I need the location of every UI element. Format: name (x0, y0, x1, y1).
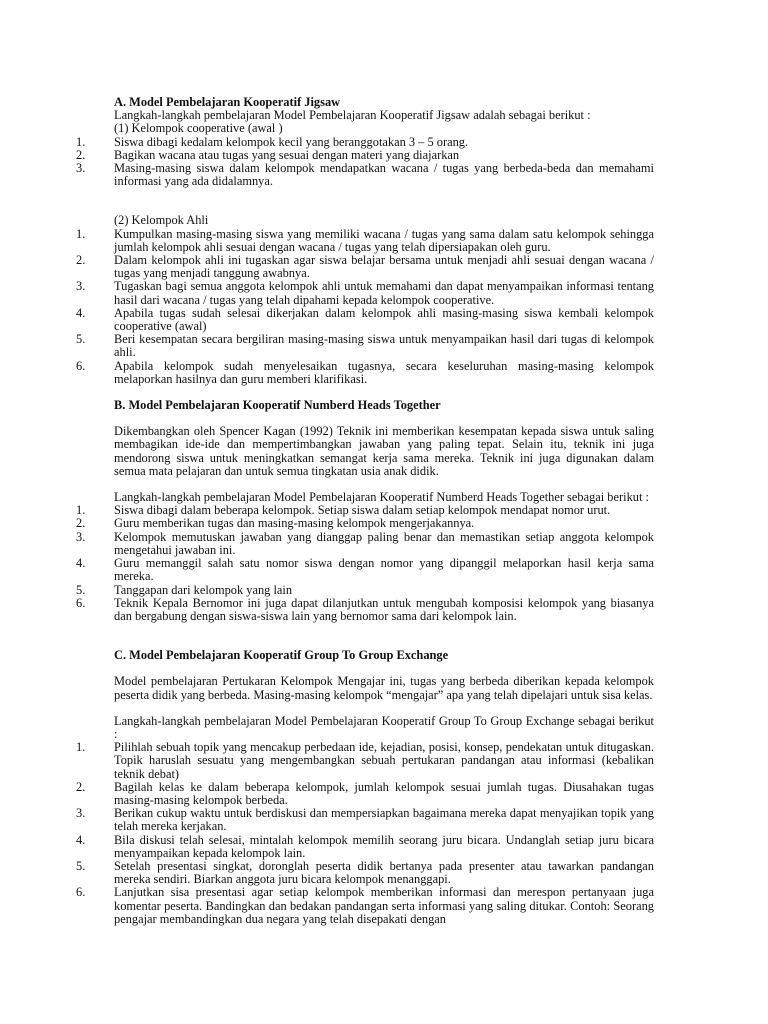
list-item (0, 860, 654, 886)
section-b-paragraph: Dikembangkan oleh Spencer Kagan (1992) Teknik ini memberikan kesempatan kepada siswa untuk saling membagikan ide-ide dan mempertimbangkan jawaban yang paling tepat. Selain itu, teknik ini juga mendorong siswa untuk meningkatkan semangat kerja sama mereka. Teknik ini juga digunakan dalam semua mata pelajaran dan untuk semua tingkatan usia anak didik. (114, 424, 654, 478)
section-a-group2-list (0, 228, 768, 386)
list-item (0, 307, 654, 333)
document-body (0, 96, 768, 926)
list-item-text: Tanggapan dari kelompok yang lain (114, 582, 293, 597)
list-item-number: 6. (76, 358, 86, 373)
list-item (0, 228, 654, 254)
list-item-number: 2. (76, 253, 86, 268)
section-b-heading: B. Model Pembelajaran Kooperatif Numberd Heads Together (114, 398, 441, 413)
list-item-number: 5. (76, 582, 86, 597)
section-c-intro: Langkah-langkah pembelajaran Model Pembelajaran Kooperatif Group To Group Exchange sebagai berikut : (114, 713, 654, 741)
list-item-text: Masing-masing siswa dalam kelompok mendapatkan wacana / tugas yang berbeda-beda dan memahami informasi yang ada didalamnya. (114, 161, 654, 189)
list-item (0, 531, 654, 557)
list-item (0, 807, 654, 833)
list-item-number: 1. (76, 134, 86, 149)
list-item (0, 333, 654, 359)
list-item-text: Teknik Kepala Bernomor ini juga dapat dilanjutkan untuk mengubah komposisi kelompok yang biasanya dan bergabung dengan siswa-siswa lain yang bernomor sama dari kelompok lain. (114, 595, 654, 623)
section-a-group2-title: (2) Kelompok Ahli (114, 213, 209, 228)
list-item-number: 3. (76, 161, 86, 176)
section-c-paragraph: Model pembelajaran Pertukaran Kelompok Mengajar ini, tugas yang berbeda diberikan kepada kelompok peserta didik yang berbeda. Masing-masing kelompok “mengajar” apa yang telah dipelajari untuk sisa kelas. (114, 674, 654, 702)
list-item-text: Pilihlah sebuah topik yang mencakup perbedaan ide, kejadian, posisi, konsep, pendekatan untuk ditugaskan. Topik haruslah sesuatu yang mengembangkan sebuah pertukaran pandangan atau informasi (kebalikan teknik debat) (114, 740, 654, 781)
list-item-number: 3. (76, 806, 86, 821)
list-item-text: Kumpulkan masing-masing siswa yang memiliki wacana / tugas yang sama dalam satu kelompok sehingga jumlah kelompok ahli sesuai dengan wacana / tugas yang telah dipersiapakan oleh guru. (114, 226, 654, 254)
list-item-number: 2. (76, 779, 86, 794)
list-item (0, 280, 654, 306)
list-item-text: Bagilah kelas ke dalam beberapa kelompok, jumlah kelompok sesuai jumlah tugas. Diusahakan tugas masing-masing kelompok berbeda. (114, 779, 654, 807)
section-a-intro: Langkah-langkah pembelajaran Model Pembelajaran Kooperatif Jigsaw adalah sebagai berikut : (114, 108, 591, 123)
list-item (0, 597, 654, 623)
list-item (0, 886, 654, 926)
list-item-text: Siswa dibagi dalam beberapa kelompok. Setiap siswa dalam setiap kelompok mendapat nomor urut. (114, 503, 611, 518)
section-a-group1-list (0, 136, 768, 189)
list-item-number: 4. (76, 305, 86, 320)
list-item (0, 834, 654, 860)
section-b-intro: Langkah-langkah pembelajaran Model Pembelajaran Kooperatif Numberd Heads Together sebagai berikut : (114, 490, 649, 505)
list-item (0, 781, 654, 807)
section-c-heading: C. Model Pembelajaran Kooperatif Group To Group Exchange (114, 648, 449, 663)
list-item-number: 3. (76, 279, 86, 294)
list-item (0, 136, 654, 149)
list-item-number: 1. (76, 740, 86, 755)
list-item (0, 360, 654, 386)
list-item-text: Bagikan wacana atau tugas yang sesuai dengan materi yang diajarkan (114, 147, 460, 162)
list-item-text: Lanjutkan sisa presentasi agar setiap kelompok memberikan informasi dan merespon pertanyaan juga komentar peserta. Bandingkan dan bedakan pandangan serta informasi yang saling ditukar. Contoh: Seorang pengajar membandingkan dua negara yang telah disepakati dengan (114, 885, 654, 926)
section-b-list (0, 504, 768, 623)
section-c-list (0, 741, 768, 926)
list-item (0, 741, 654, 781)
list-item-text: Tugaskan bagi semua anggota kelompok ahli untuk memahami dan dapat menyampaikan informasi tentang hasil dari wacana / tugas yang telah dipahami kepada kelompok cooperative. (114, 279, 654, 307)
list-item-number: 4. (76, 832, 86, 847)
list-item (0, 162, 654, 188)
list-item-number: 6. (76, 595, 86, 610)
list-item-number: 1. (76, 226, 86, 241)
list-item-number: 5. (76, 332, 86, 347)
list-item-number: 2. (76, 147, 86, 162)
list-item-text: Dalam kelompok ahli ini tugaskan agar siswa belajar bersama untuk menjadi ahli sesuai dengan wacana / tugas yang menjadi tanggung awabnya. (114, 253, 654, 281)
list-item-number: 3. (76, 529, 86, 544)
list-item-text: Berikan cukup waktu untuk berdiskusi dan mempersiapkan bagaimana mereka dapat menyajikan topik yang telah mereka kerjakan. (114, 806, 654, 834)
list-item-text: Setelah presentasi singkat, doronglah peserta didik bertanya pada presenter atau tawarkan pandangan mereka sendiri. Biarkan anggota juru bicara kelompok menanggapi. (114, 858, 654, 887)
list-item-number: 6. (76, 885, 86, 900)
list-item-number: 5. (76, 858, 86, 873)
list-item-text: Siswa dibagi kedalam kelompok kecil yang beranggotakan 3 – 5 orang. (114, 134, 469, 149)
list-item (0, 584, 654, 597)
list-item-text: Apabila kelompok sudah menyelesaikan tugasnya, secara keseluruhan masing-masing kelompok melaporkan hasilnya dan guru memberi klarifikasi. (114, 358, 654, 386)
list-item-number: 4. (76, 556, 86, 571)
list-item-text: Bila diskusi telah selesai, mintalah kelompok memilih seorang juru bicara. Undanglah setiap juru bicara menyampaikan kepada kelompok lain. (114, 832, 654, 860)
list-item-text: Guru memanggil salah satu nomor siswa dengan nomor yang dipanggil melaporkan hasil kerja sama mereka. (114, 556, 654, 584)
list-item-text: Kelompok memutuskan jawaban yang dianggap paling benar dan memastikan setiap anggota kelompok mengetahui jawaban ini. (114, 529, 654, 557)
list-item (0, 254, 654, 280)
list-item-number: 2. (76, 516, 86, 531)
list-item-text: Guru memberikan tugas dan masing-masing kelompok mengerjakannya. (114, 516, 475, 531)
section-a-heading: A. Model Pembelajaran Kooperatif Jigsaw (114, 95, 341, 109)
list-item (0, 517, 654, 530)
list-item-text: Apabila tugas sudah selesai dikerjakan dalam kelompok ahli masing-masing siswa kembali kelompok cooperative (awal) (114, 305, 654, 334)
list-item-number: 1. (76, 503, 86, 518)
list-item-text: Beri kesempatan secara bergiliran masing-masing siswa untuk menyampaikan hasil dari tugas di kelompok ahli. (114, 332, 654, 360)
section-a-group1-title: (1) Kelompok cooperative (awal ) (114, 121, 283, 136)
list-item (0, 557, 654, 583)
